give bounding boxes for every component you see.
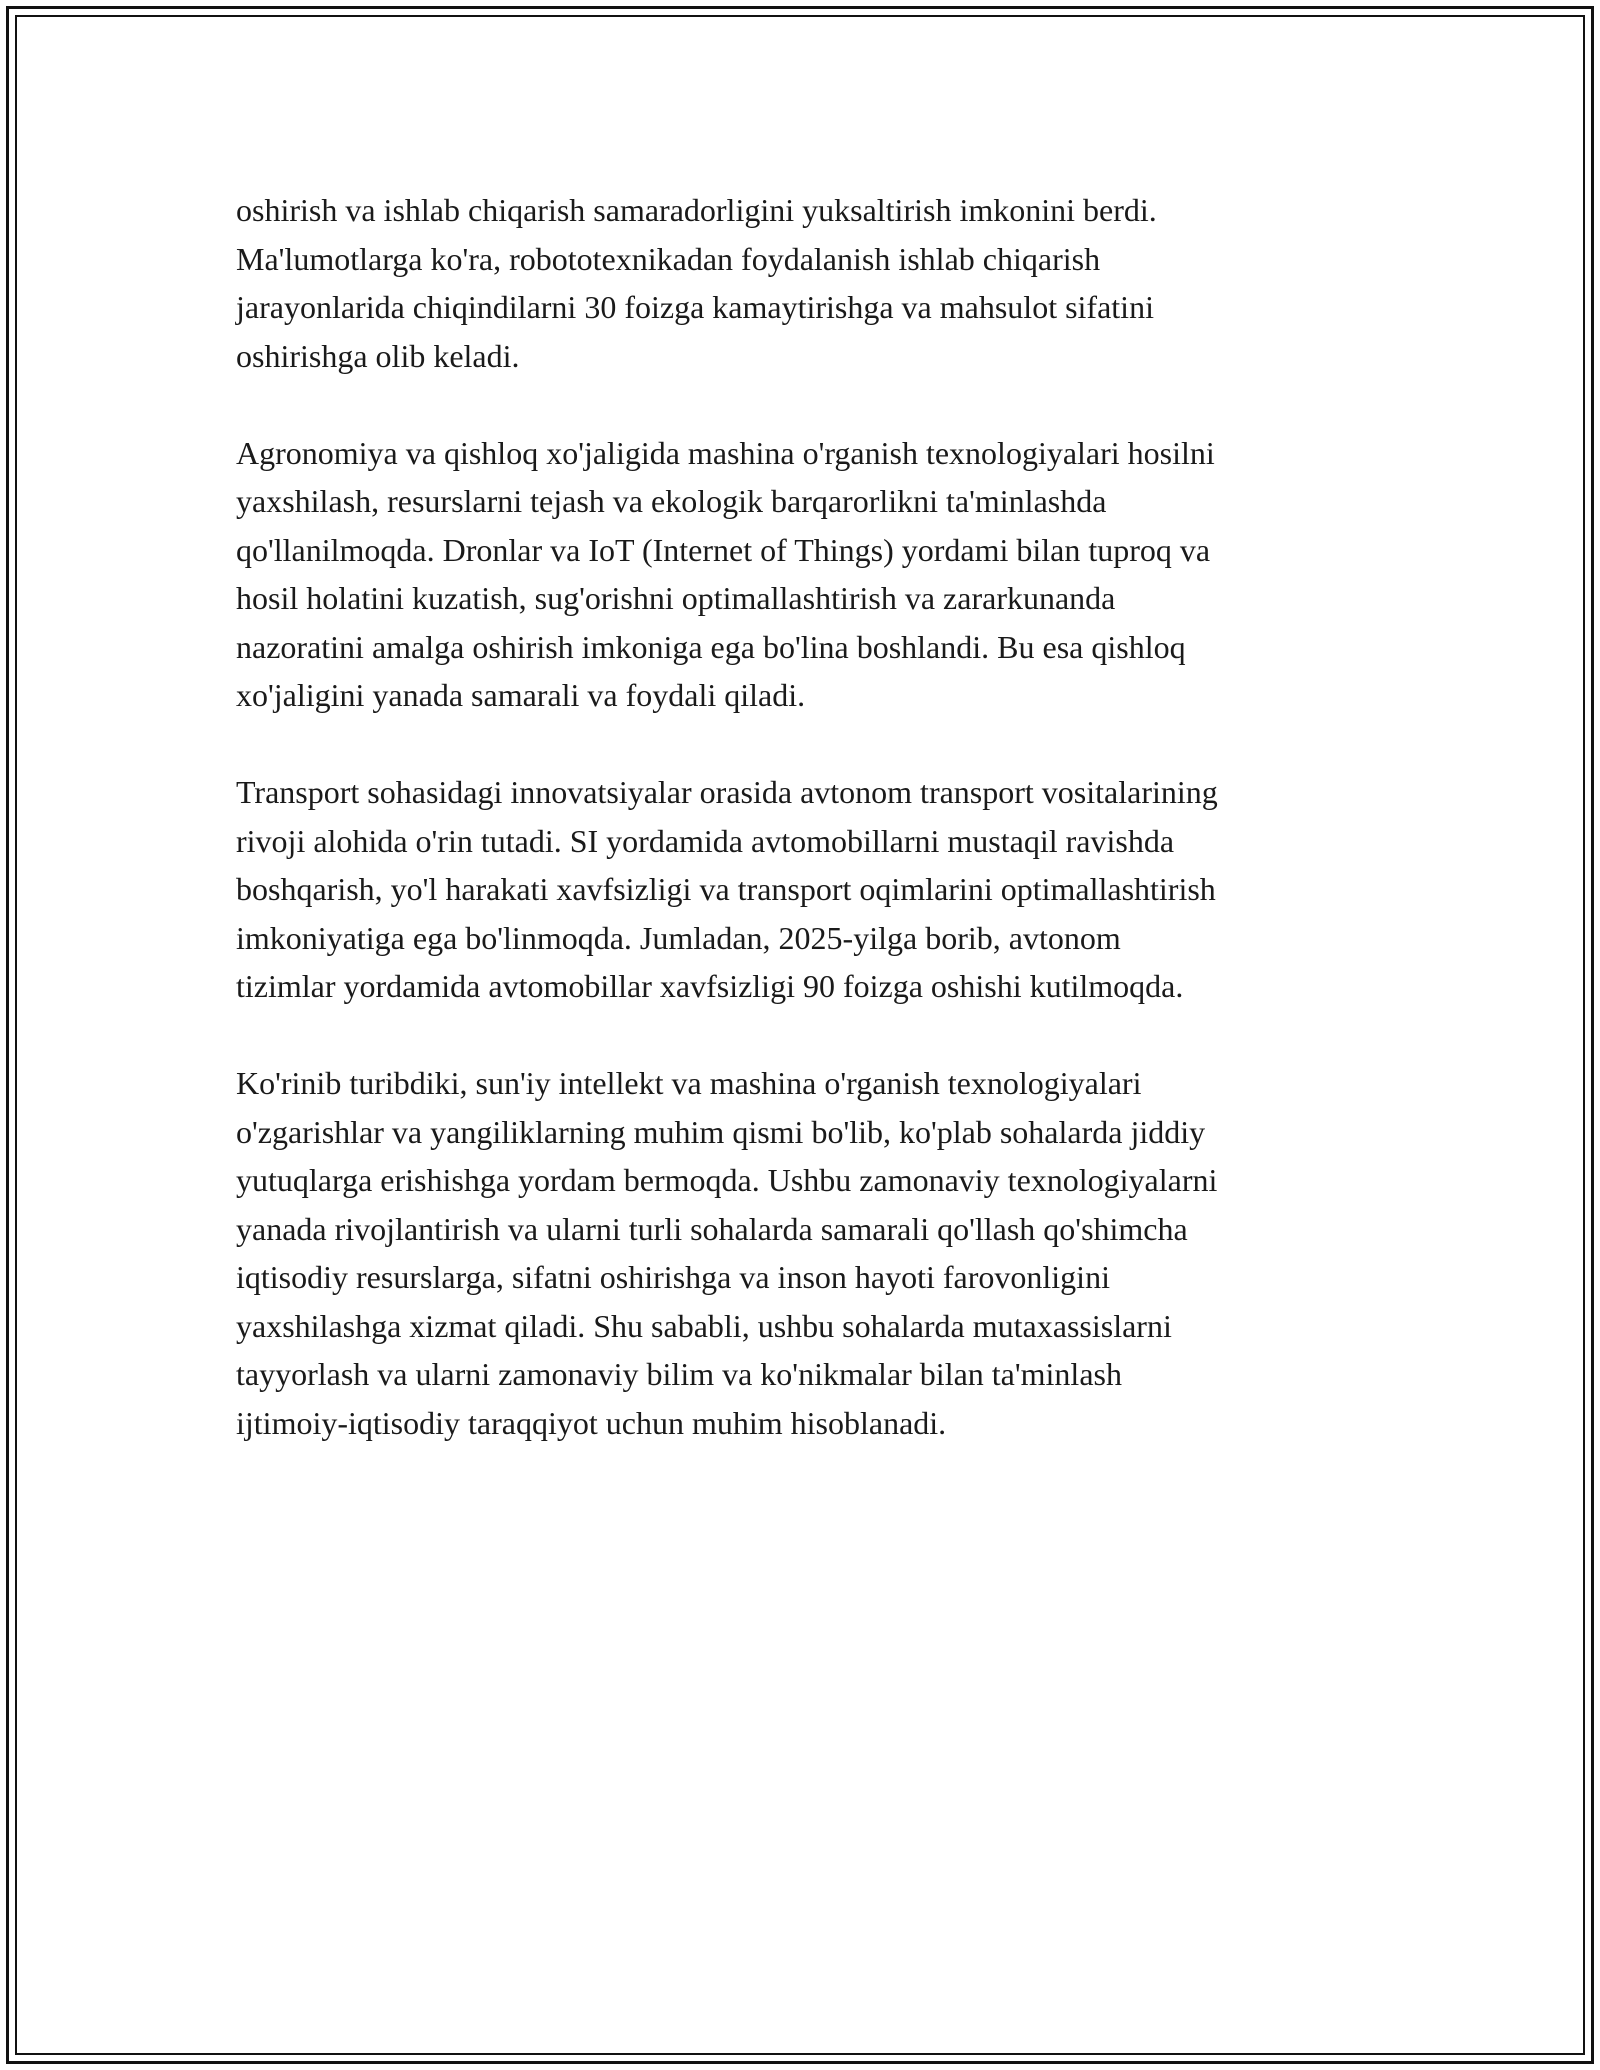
paragraph-robotics: oshirish va ishlab chiqarish samaradorligini yuksaltirish imkonini berdi. Ma'lumotlarga ko'ra, robototexnikadan foydalanish ishlab chiqarish jarayonlarida chiqindilarni 30 foizga kamaytirishga va mahsulot sifatini oshirishga olib keladi. — [236, 192, 1157, 374]
document-body — [236, 186, 1376, 1496]
paragraph-transport: Transport sohasidagi innovatsiyalar orasida avtonom transport vositalarining rivoji alohida o'rin tutadi. SI yordamida avtomobillarni mustaqil ravishda boshqarish, yo'l harakati xavfsizligi va transport oqimlarini optimallashtirish imkoniyatiga ega bo'linmoqda. Jumladan, 2025-yilga borib, avtonom tizimlar yordamida avtomobillar xavfsizligi 90 foizga oshishi kutilmoqda. — [236, 774, 1218, 1004]
paragraph-conclusion: Ko'rinib turibdiki, sun'iy intellekt va mashina o'rganish texnologiyalari o'zgarishlar va yangiliklarning muhim qismi bo'lib, ko'plab sohalarda jiddiy yutuqlarga erishishga yordam bermoqda. Ushbu zamonaviy texnologiyalarni yanada rivojlantirish va ularni turli sohalarda samarali qo'llash qo'shimcha iqtisodiy resurslarga, sifatni oshirishga va inson hayoti farovonligini yaxshilashga xizmat qiladi. Shu sababli, ushbu sohalarda mutaxassislarni tayyorlash va ularni zamonaviy bilim va ko'nikmalar bilan ta'minlash ijtimoiy-iqtisodiy taraqqiyot uchun muhim hisoblanadi. — [236, 1065, 1218, 1441]
paragraph-agronomy: Agronomiya va qishloq xo'jaligida mashina o'rganish texnologiyalari hosilni yaxshilash, resurslarni tejash va ekologik barqarorlikni ta'minlashda qo'llanilmoqda. Dronlar va IoT (Internet of Things) yordami bilan tuproq va hosil holatini kuzatish, sug'orishni optimallashtirish va zararkunanda nazoratini amalga oshirish imkoniga ega bo'lina boshlandi. Bu esa qishloq xo'jaligini yanada samarali va foydali qiladi. — [236, 434, 1215, 713]
